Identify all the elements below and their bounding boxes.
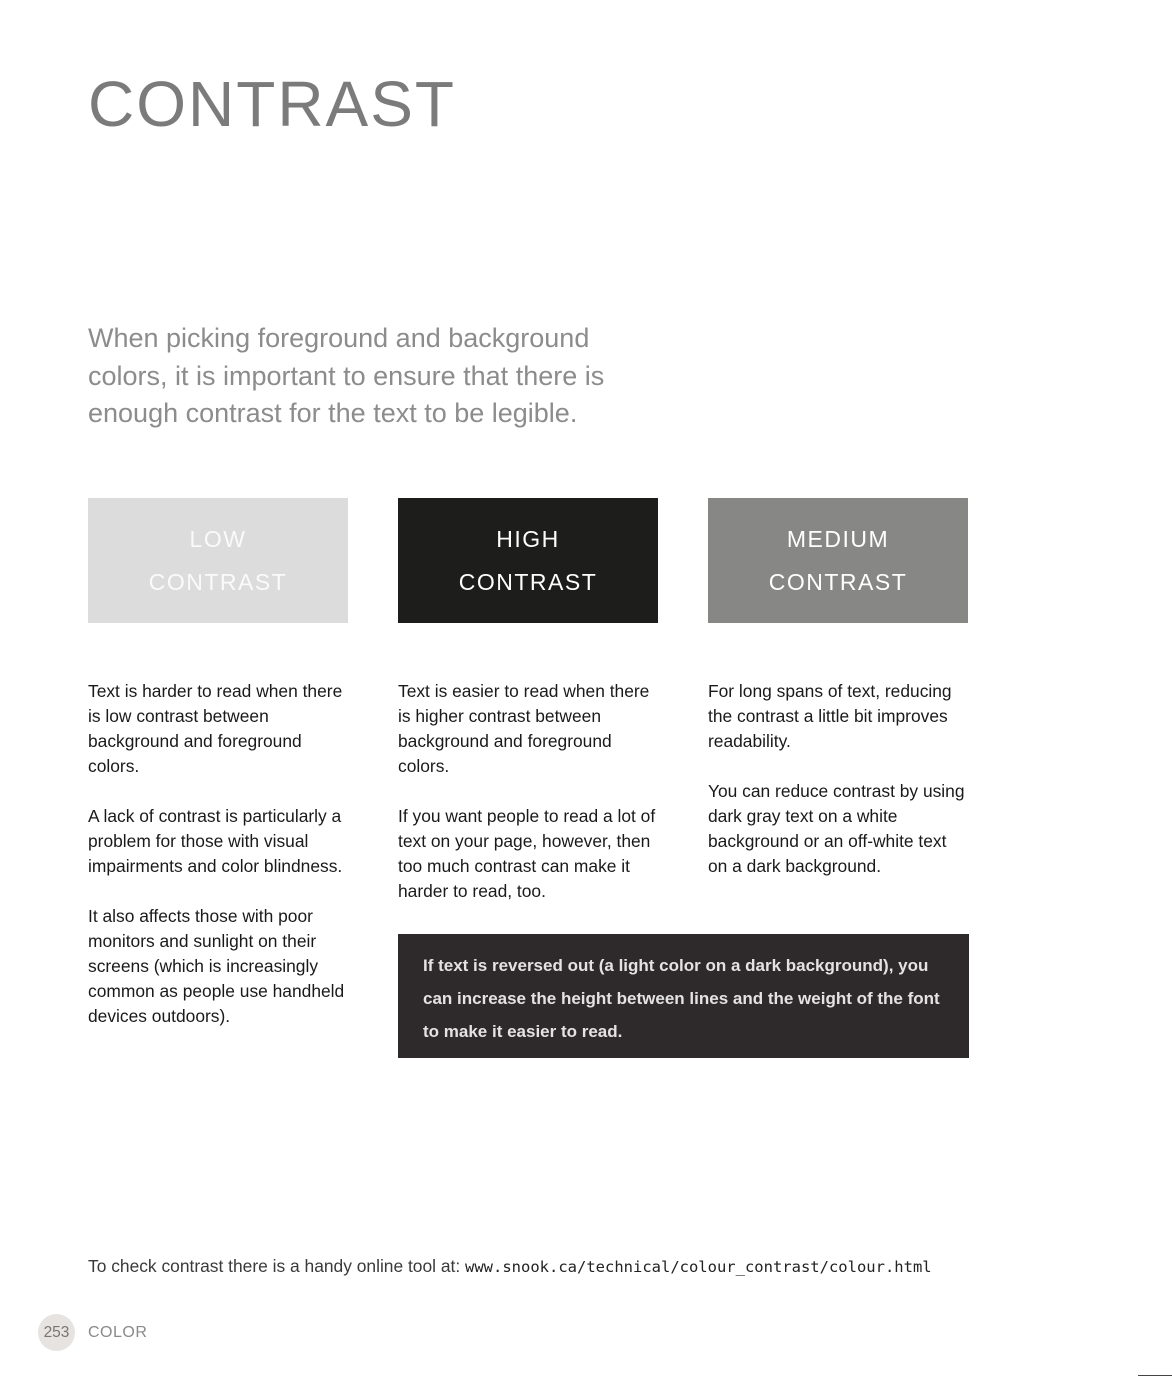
intro-paragraph: When picking foreground and background colors, it is important to ensure that there is enough contrast for the text to be legible. [88,323,605,428]
page-title: CONTRAST [88,68,456,140]
high-contrast-column [398,679,660,929]
tool-url-link[interactable]: www.snook.ca/technical/colour_contrast/colour.html [465,1258,932,1276]
body-paragraph: Text is easier to read when there is higher contrast between background and foreground colors. [398,681,650,776]
medium-contrast-column [708,679,970,904]
body-paragraph: For long spans of text, reducing the contrast a little bit improves readability. [708,681,952,751]
body-paragraph: Text is harder to read when there is low contrast between background and foreground colors. [88,681,343,776]
swatch-label-line2: CONTRAST [768,568,908,595]
swatch-label-line1: HIGH [496,525,560,552]
body-paragraph: A lack of contrast is particularly a problem for those with visual impairments and color blindness. [88,806,343,876]
low-contrast-swatch [88,498,348,623]
page-number-badge: 253 [38,1314,75,1351]
swatch-label-line2: CONTRAST [458,568,598,595]
corner-rule-divider [1138,1375,1172,1376]
swatch-label-line1: MEDIUM [786,525,890,552]
body-paragraph: It also affects those with poor monitors and sunlight on their screens (which is increasingly common as people use handheld devices outdoors). [88,906,345,1026]
swatch-label-line2: CONTRAST [148,568,288,595]
high-contrast-swatch [398,498,658,623]
body-paragraph: You can reduce contrast by using dark gray text on a white background or an off-white text on a dark background. [708,781,965,876]
body-paragraph: If you want people to read a lot of text on your page, however, then too much contrast can make it harder to read, too. [398,806,656,901]
swatch-label-line1: LOW [189,525,247,552]
reversed-text-note [398,934,969,1058]
note-text: If text is reversed out (a light color on a dark background), you can increase the height between lines and the weight of the font to make it easier to read. [423,956,940,1041]
contrast-tool-note [88,1254,932,1280]
tool-note-text: To check contrast there is a handy online tool at: [88,1256,466,1276]
medium-contrast-swatch [708,498,968,623]
section-name: COLOR [88,1324,148,1341]
low-contrast-column [88,679,350,1054]
